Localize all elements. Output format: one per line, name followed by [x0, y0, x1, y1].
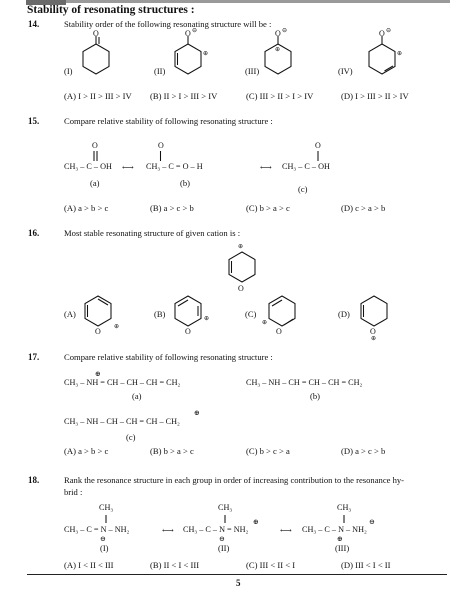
q16-option-d-structure [354, 290, 404, 340]
svg-text:⊕: ⊕ [114, 324, 120, 330]
q18-option-c: (C) III < II < I [246, 560, 296, 570]
q16-text: Most stable resonating structure of given cation is : [64, 228, 241, 238]
q18-methyl-1: CH₃ [99, 503, 114, 512]
q18-option-a: (A) I < II < III [64, 560, 114, 570]
q17-structure-c: CH₃ – NH – CH – CH = CH – CH₂ [64, 417, 180, 426]
q18-text-line-2: brid : [64, 487, 83, 497]
q18-arrow-2: ⟷ [280, 526, 292, 535]
svg-text:O: O [238, 284, 244, 293]
q17-number: 17. [28, 352, 40, 362]
q16-number: 16. [28, 228, 40, 238]
footer-rule [27, 574, 447, 575]
section-heading: Stability of resonating structures : [27, 4, 195, 16]
q14-structure-1 [74, 30, 118, 88]
q17-text: Compare relative stability of following resonating structure : [64, 352, 273, 362]
q17-option-d: (D) a > c > b [341, 446, 386, 456]
svg-text:O: O [95, 327, 101, 336]
q16-label-c: (C) [245, 309, 257, 319]
q18-text-line-1: Rank the resonance structure in each group in order of increasing contribution to the resonance hy- [64, 475, 405, 485]
svg-text:O: O [158, 141, 164, 150]
q15-arrow-1: ⟷ [122, 163, 134, 172]
q17-label-a: (a) [132, 391, 142, 401]
q15-structure-b: CH₃ – C = O – H [146, 162, 203, 171]
q18-label-1: (I) [100, 543, 109, 553]
q15-structure-a: CH₃ – C – OH [64, 162, 112, 171]
q18-label-2: (II) [218, 543, 230, 553]
q14-label-4: (IV) [338, 66, 353, 76]
q14-structure-3 [256, 30, 306, 88]
q18-number: 18. [28, 475, 40, 485]
q16-option-a-structure [80, 290, 130, 340]
svg-text:O: O [275, 29, 281, 38]
q15-arrow-2: ⟷ [260, 163, 272, 172]
q15-bond-marks [60, 140, 460, 180]
q16-label-b: (B) [154, 309, 166, 319]
q18-charge-3: ⊕ [337, 535, 343, 543]
q18-charge-2b: ⊕ [253, 518, 259, 526]
q14-structure-4 [360, 30, 410, 88]
q14-option-b: (B) II > I > III > IV [150, 91, 218, 101]
q18-option-b: (B) II < I < III [150, 560, 200, 570]
q16-label-a: (A) [64, 309, 76, 319]
svg-text:O: O [185, 327, 191, 336]
q17-label-b: (b) [310, 391, 320, 401]
q14-structure-2 [166, 30, 216, 88]
q14-option-a: (A) I > II > III > IV [64, 91, 132, 101]
svg-text:⊖: ⊖ [386, 28, 392, 34]
q16-option-c-structure [262, 290, 312, 340]
q17-structure-b: CH₃ – NH – CH = CH – CH = CH₂ [246, 378, 363, 387]
q14-option-d: (D) I > III > II > IV [341, 91, 409, 101]
q18-structure-3: CH₃ – C – N – NH₂ [302, 525, 367, 534]
q16-option-b-structure [170, 290, 220, 340]
svg-text:O: O [370, 327, 376, 336]
q15-option-b: (B) a > c > b [150, 203, 194, 213]
q14-option-c: (C) III > II > I > IV [246, 91, 314, 101]
q18-charge-3b: ⊖ [369, 518, 375, 526]
q18-methyl-2: CH₃ [218, 503, 233, 512]
q18-structure-2: CH₃ – C – N = NH₂ [183, 525, 249, 534]
q17-label-c: (c) [126, 432, 136, 442]
svg-text:⊖: ⊖ [192, 28, 198, 34]
svg-text:⊕: ⊕ [397, 51, 403, 57]
q14-label-1: (I) [64, 66, 73, 76]
q18-structure-1: CH₃ – C = N – NH₂ [64, 525, 130, 534]
q15-option-a: (A) a > b > c [64, 203, 109, 213]
q16-given-cation [222, 242, 262, 294]
q14-number: 14. [28, 19, 40, 29]
q16-label-d: (D) [338, 309, 350, 319]
q17-structure-a: CH₃ – NH = CH – CH – CH = CH₂ [64, 378, 181, 387]
svg-text:⊕: ⊕ [204, 316, 210, 322]
q15-label-a: (a) [90, 178, 100, 188]
q15-text: Compare relative stability of following resonating structure : [64, 116, 273, 126]
svg-text:⊕: ⊕ [371, 336, 377, 342]
svg-text:⊕: ⊕ [203, 51, 209, 57]
q15-label-c: (c) [298, 184, 308, 194]
q17-option-b: (B) b > a > c [150, 446, 194, 456]
svg-text:O: O [185, 29, 191, 38]
svg-text:⊕: ⊕ [275, 47, 281, 53]
q14-label-2: (II) [154, 66, 166, 76]
svg-text:⊕: ⊕ [262, 320, 268, 326]
q18-arrow-1: ⟷ [162, 526, 174, 535]
svg-text:O: O [93, 29, 99, 38]
page-number: 5 [236, 578, 241, 588]
q18-charge-1: ⊖ [100, 535, 106, 543]
q15-label-b: (b) [180, 178, 190, 188]
q18-methyl-3: CH₃ [337, 503, 352, 512]
q15-structure-c: CH₃ – C – OH [282, 162, 330, 171]
q15-number: 15. [28, 116, 40, 126]
q17-charge-c: ⊕ [194, 409, 200, 417]
svg-text:⊖: ⊖ [282, 28, 288, 34]
q18-option-d: (D) III < I < II [341, 560, 391, 570]
q17-charge-a: ⊕ [95, 370, 101, 378]
q17-option-a: (A) a > b > c [64, 446, 109, 456]
q15-option-c: (C) b > a > c [246, 203, 290, 213]
svg-text:O: O [379, 29, 385, 38]
svg-text:O: O [92, 141, 98, 150]
q14-text: Stability order of the following resonating structure will be : [64, 19, 272, 29]
q17-option-c: (C) b > c > a [246, 446, 290, 456]
top-rule [26, 0, 450, 3]
svg-text:⊕: ⊕ [238, 244, 244, 250]
svg-text:O: O [276, 327, 282, 336]
q14-label-3: (III) [245, 66, 260, 76]
q15-option-d: (D) c > a > b [341, 203, 386, 213]
q18-charge-2: ⊖ [219, 535, 225, 543]
svg-text:O: O [315, 141, 321, 150]
q18-label-3: (III) [335, 543, 350, 553]
